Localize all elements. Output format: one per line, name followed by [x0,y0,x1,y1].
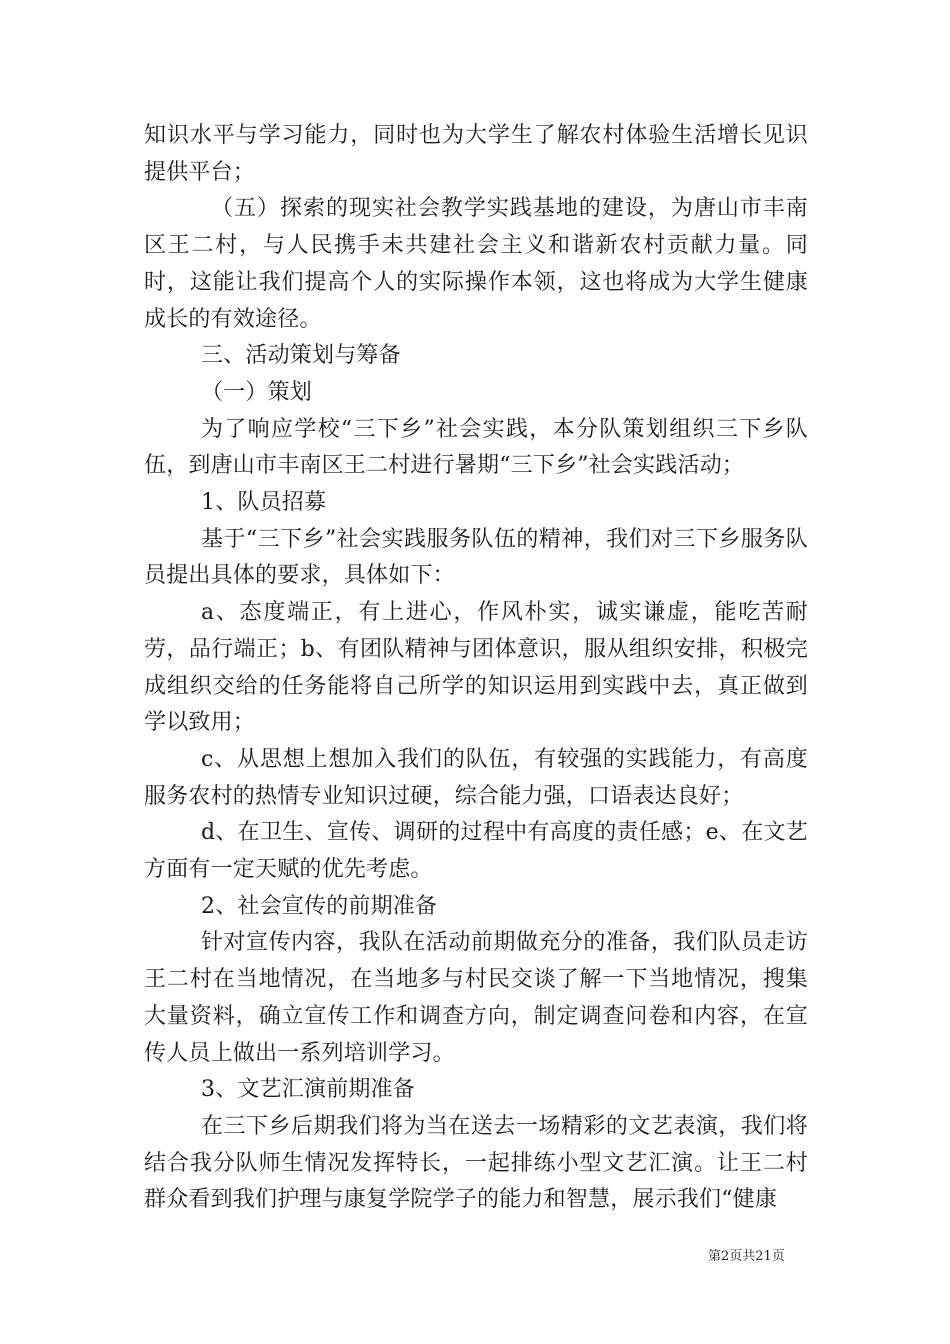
paragraph-7: 基于“三下乡”社会实践服务队伍的精神，我们对三下乡服务队员提出具体的要求，具体如下： [144,526,808,589]
paragraph-1: 知识水平与学习能力，同时也为大学生了解农村体验生活增长见识提供平台； [144,123,808,185]
subheading-publicity-preparation: 2、社会宣传的前期准备 [201,893,438,919]
paragraph-10: d、在卫生、宣传、调研的过程中有高度的责任感；e、在文艺方面有一定天赋的优先考虑。 [144,820,808,883]
paragraph-9: c、从思想上想加入我们的队伍，有较强的实践能力，有高度服务农村的热情专业知识过硬，综合能力强，口语表达良好； [144,746,808,809]
section-heading-activity-planning: 三、活动策划与筹备 [201,343,401,369]
paragraph-14: 在三下乡后期我们将为当在送去一场精彩的文艺表演，我们将结合我分队师生情况发挥特长，一起排练小型文艺汇演。让王二村群众看到我们护理与康复学院学子的能力和智慧，展示我们“健康 [144,1113,808,1213]
paragraph-12: 针对宣传内容，我队在活动前期做充分的准备，我们队员走访王二村在当地情况，在当地多与村民交谈了解一下当地情况，搜集大量资料，确立宣传工作和调查方向，制定调查问卷和内容，在宣传人员上做出一系列培训学习。 [144,930,808,1066]
subheading-performance-preparation: 3、文艺汇演前期准备 [201,1077,415,1103]
subheading-planning: （一）策划 [201,379,313,405]
subheading-recruitment: 1、队员招募 [201,490,327,516]
document-body [144,118,808,1219]
page-number-footer: 第2页共21页 [708,1249,785,1264]
paragraph-2: （五）探索的现实社会教学实践基地的建设，为唐山市丰南区王二村，与人民携手未共建社会主义和谐新农村贡献力量。同时，这能让我们提高个人的实际操作本领，这也将成为大学生健康成长的有效途径。 [144,196,808,332]
paragraph-8: a、态度端正，有上进心，作风朴实，诚实谦虚，能吃苦耐劳，品行端正；b、有团队精神与团体意识，服从组织安排，积极完成组织交给的任务能将自己所学的知识运用到实践中去，真正做到学以致用； [144,600,808,736]
paragraph-5: 为了响应学校“三下乡”社会实践，本分队策划组织三下乡队伍，到唐山市丰南区王二村进行暑期“三下乡”社会实践活动； [144,416,808,479]
